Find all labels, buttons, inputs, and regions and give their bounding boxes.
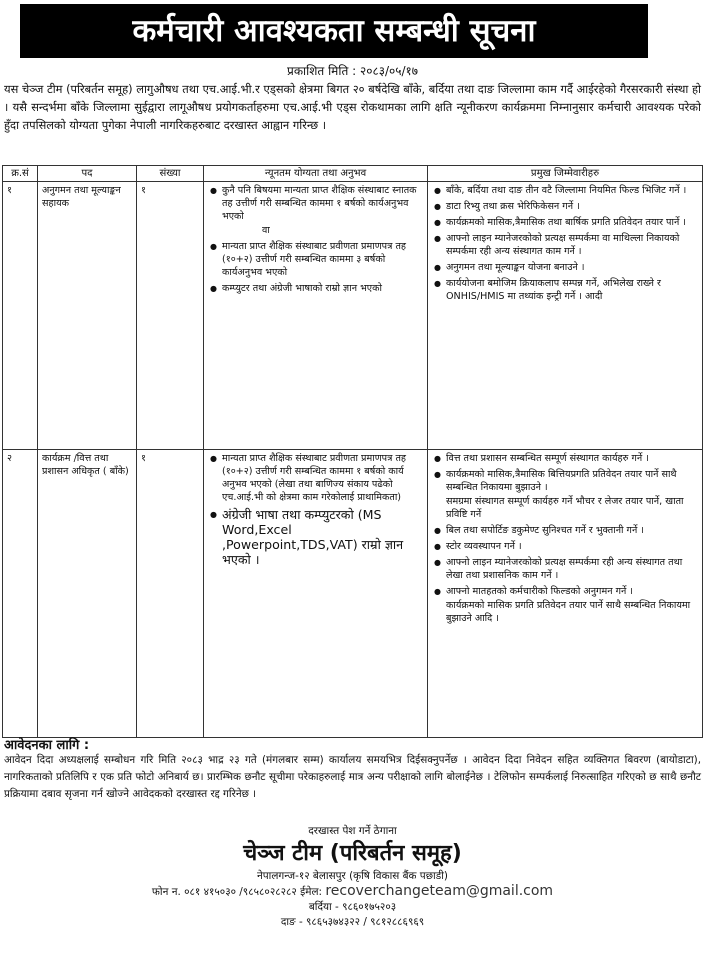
- row-post: कार्यक्रम /वित्त तथा प्रशासन अधिकृत ( बाँके): [38, 450, 137, 738]
- row-count: १: [137, 450, 204, 738]
- responsibility-item: ● अनुगमन तथा मूल्याङ्कन योजना बनाउने ।: [446, 261, 698, 274]
- published-date: प्रकाशित मिति : २०८३/०५/१७: [287, 64, 418, 78]
- responsibility-item: ● डाटा रिभ्यु तथा क्रस भेरिफिकेसन गर्ने ।: [446, 200, 698, 213]
- qualification-item: ● कम्प्युटर तथा अंग्रेजी भाषाको राम्रो ज्ञान भएको: [222, 282, 423, 295]
- address: नेपालगन्ज-१२ बेलासपुर (कृषि विकास बैंक पछाडी): [257, 870, 448, 882]
- qualification-item: ● मान्यता प्राप्त शैक्षिक संस्थाबाट प्रवीणता प्रमाणपत्र तह (१०+२) उत्तीर्ण गरी सम्बन्धित काममा ३ बर्षको कार्यअनुभव भएको: [222, 240, 423, 279]
- row-post: अनुगमन तथा मूल्याङ्कन सहायक: [38, 182, 137, 450]
- qualification-or: वा: [262, 225, 270, 236]
- bardiya-phone: बर्दिया - ९८६०१७५२०३: [308, 901, 397, 913]
- row-count: १: [137, 182, 204, 450]
- header-count: संख्या: [137, 166, 204, 182]
- address-label: दरखास्त पेश गर्ने ठेगाना: [308, 825, 397, 837]
- header-post: पद: [38, 166, 137, 182]
- apply-heading: आवेदनका लागि :: [4, 738, 90, 753]
- header-qualification: न्यूनतम योग्यता तथा अनुभव: [204, 166, 428, 182]
- row-sn: २: [3, 450, 38, 738]
- responsibility-item: ● वित्त तथा प्रशासन सम्बन्धित सम्पूर्ण संस्थागत कार्यहरु गर्ने ।: [446, 452, 698, 465]
- row-responsibilities: [428, 450, 703, 738]
- footer-contact: [0, 824, 705, 930]
- vacancy-table: [2, 165, 703, 738]
- phone-email: [0, 884, 705, 900]
- qualification-item: [222, 184, 423, 237]
- header-sn: क्र.सं: [3, 166, 38, 182]
- row-qualifications: [204, 182, 428, 450]
- responsibility-item: [446, 468, 698, 521]
- phone-label: फोन न. ०८१ ४१५०३० /९८५८०२८२८२ ईमेल:: [151, 886, 322, 898]
- intro-paragraph: यस चेञ्ज टीम (परिबर्तन समूह) लागुऔषध तथा एच.आई.भी.र एड्सको क्षेत्रमा बिगत २० बर्षदेखि बाँके, बर्दिया तथा दाङ जिल्लामा काम गर्दै आईरहेको गैरसरकारी संस्था हो । यसै सन्दर्भमा बाँके जिल्लामा सुईद्वारा लागूऔषध प्रयोगकर्ताहरुमा एच.आई.भी एड्स रोकथामका लागि क्षति न्यूनीकरण कार्यक्रममा निम्नानुसार कर्मचारी आवश्यक परेको हुँदा तपसिलको योग्यता पुगेका नेपाली नागरिकहरुबाट दरखास्त आह्वान गरिन्छ ।: [4, 82, 701, 132]
- responsibility-item: ● आफ्नो लाइन म्यानेजरकोको प्रत्यक्ष सम्पर्कमा वा माथिल्ला निकायको सम्पर्कमा रही अन्य संस्थागत काम गर्ने ।: [446, 232, 698, 258]
- row-responsibilities: [428, 182, 703, 450]
- header-responsibilities: प्रमुख जिम्मेवारीहरु: [428, 166, 703, 182]
- table-header-row: [3, 166, 703, 182]
- row-qualifications: [204, 450, 428, 738]
- row-sn: १: [3, 182, 38, 450]
- table-row: [3, 450, 703, 738]
- qualification-item: ● मान्यता प्राप्त शैक्षिक संस्थाबाट प्रवीणता प्रमाणपत्र तह (१०+२) उत्तीर्ण गरी सम्बन्धित काममा १ बर्षको कार्य अनुभव भएको (लेखा तथा बाणिज्य संकाय पढेको एच.आई.भी को क्षेत्रमा काम गरेकोलाई प्राथामिकता): [222, 452, 423, 504]
- org-name: चेञ्ज टीम (परिबर्तन समूह): [243, 841, 462, 866]
- apply-instructions: आवेदन दिदा अध्यक्षलाई सम्बोधन गरि मिति २०८३ भाद्र २३ गते (मंगलबार सम्म) कार्यालय समयभित्र दिईसक्नुपर्नेछ । आवेदन दिदा निवेदन सहित व्यक्तिगत बिवरण (बायोडाटा), नागरिकताको प्रतिलिपि र एक प्रति फोटो अनिबार्य छ। प्रारम्भिक छनौट सूचीमा परेकाहरुलाई मात्र अन्य परीक्षाको लागि बोलाईनेछ । टेलिफोन सम्पर्कलाई निरुत्साहित गरिएको छ साथै छनौट प्रक्रियामा दबाव सृजना गर्न खोज्ने आवेदकको दरखास्त रद्द गरिनेछ ।: [4, 754, 701, 800]
- qualification-item: ● अंग्रेजी भाषा तथा कम्प्युटरको (MS Word,Excel ,Powerpoint,TDS,VAT) राम्रो ज्ञान भएको ।: [222, 507, 423, 567]
- responsibility-text: कार्यक्रमको मासिक,त्रैमासिक बित्तियप्रगति प्रतिवेदन तयार पार्ने साथै सम्बन्धित निकायमा बुझाउने ।: [446, 469, 677, 493]
- responsibility-item: ● बिल तथा सपोर्टिङ डकुमेण्ट सुनिश्चत गर्ने र भुक्तानी गर्ने ।: [446, 524, 698, 537]
- notice-title: कर्मचारी आवश्यकता सम्बन्धी सूचना: [20, 4, 648, 58]
- dang-phone: दाङ - ९८६५३७४३२२ / ९८१२८८६९६९: [280, 916, 425, 928]
- responsibility-item: [446, 585, 698, 625]
- email-link[interactable]: recoverchangeteam@gmail.com: [325, 883, 554, 899]
- responsibility-item: ● कार्यक्रमको मासिक,त्रैमासिक तथा बार्षिक प्रगति प्रतिवेदन तयार पार्ने ।: [446, 216, 698, 229]
- table-row: [3, 182, 703, 450]
- responsibility-item: ● बाँके, बर्दिया तथा दाङ तीन वटै जिल्लामा नियमित फिल्ड भिजिट गर्ने ।: [446, 184, 698, 197]
- qualification-text: कुनै पनि बिषयमा मान्यता प्राप्त शैक्षिक संस्थाबाट स्नातक तह उत्तीर्ण गरी सम्बन्धित काममा १ बर्षको कार्यअनुभव भएको: [222, 185, 417, 222]
- responsibility-item: ● कार्ययोजना बमोजिम क्रियाकलाप सम्पन्न गर्ने, अभिलेख राख्ने र ONHIS/HMIS मा तथ्यांक इन्ट्री गर्ने । आदी: [446, 277, 698, 303]
- responsibility-item: ● आफ्नो लाइन म्यानेजरकोको प्रत्यक्ष सम्पर्कमा रही अन्य संस्थागत तथा लेखा तथा प्रशासनिक काम गर्ने ।: [446, 556, 698, 582]
- responsibility-continuation: कार्यक्रमको मासिक प्रगति प्रतिवेदन तयार पार्ने साथै सम्बन्धित निकायमा बुझाउने आदि ।: [446, 600, 691, 624]
- responsibility-item: ● स्टोर व्यवस्थापन गर्ने ।: [446, 540, 698, 553]
- responsibility-continuation: समग्रमा संस्थागत सम्पूर्ण कार्यहरु गर्ने भौचर र लेजर तयार पार्ने, खाता प्रविष्टि गर्ने: [446, 496, 684, 520]
- responsibility-text: आफ्नो मातहतको कर्मचारीको फिल्डको अनुगमन गर्ने ।: [446, 586, 633, 597]
